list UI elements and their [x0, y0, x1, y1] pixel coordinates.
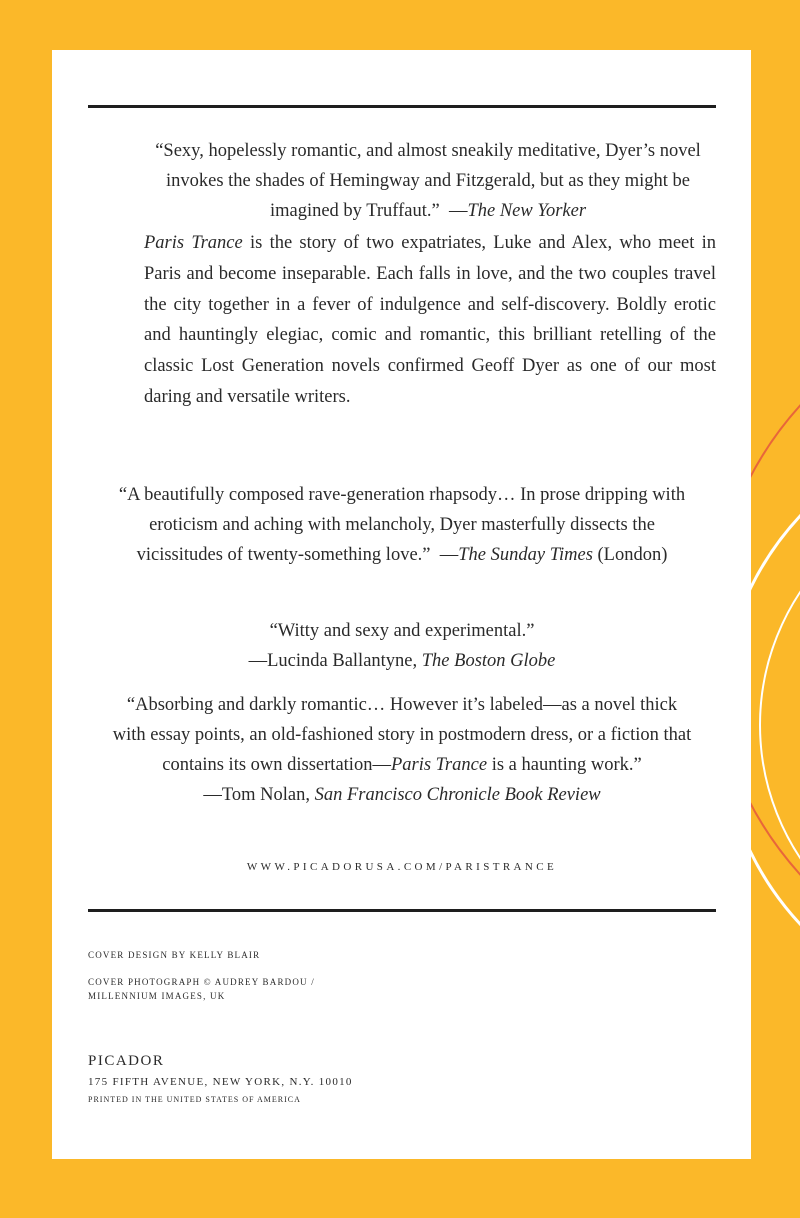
top-rule	[88, 105, 716, 108]
lead-quote-text: “Sexy, hopelessly romantic, and almost sneakily meditative, Dyer’s novel invokes the shades of Hemingway and Fitzgerald, but as they might be imagined by Truffaut.”	[155, 141, 701, 221]
quote-source: The Sunday Times	[458, 545, 593, 565]
cover-photo-credit	[88, 975, 315, 1003]
website-url: WWW.PICADORUSA.COM/PARISTRANCE	[246, 861, 558, 873]
quote-author: —Lucinda Ballantyne,	[248, 651, 418, 671]
photo-credit-line2: MILLENNIUM IMAGES, UK	[88, 991, 226, 1001]
quote-source: The Boston Globe	[421, 651, 556, 671]
bottom-rule	[88, 909, 716, 912]
quote-text: “A beautifully composed rave-generation rhapsody… In prose dripping with eroticism and aching with melancholy, Dyer masterfully dissects the vicissitudes of twenty-something love.”	[118, 485, 686, 565]
quote-sunday-times: “A beautifully composed rave-generation rhapsody… In prose dripping with eroticism and aching with melancholy, Dyer masterfully dissects the vicissitudes of twenty-something love.” —The Sunday Times (London)	[118, 485, 686, 565]
back-cover-panel	[52, 50, 751, 1159]
description-text: is the story of two expatriates, Luke and Alex, who meet in Paris and become inseparable. Each falls in love, and the two couples travel the city together in a fever of indulgence and self-discovery. Boldly erotic and hauntingly elegiac, comic and romantic, this brilliant retelling of the classic Lost Generation novels confirmed Geoff Dyer as one of our most daring and versatile writers.	[144, 233, 717, 407]
cover-design-credit: COVER DESIGN BY KELLY BLAIR	[88, 950, 261, 960]
printed-in: PRINTED IN THE UNITED STATES OF AMERICA	[88, 1095, 301, 1104]
quote-text-before: “Absorbing and darkly romantic… However it’s labeled—as a novel thick with essay points, an old-fashioned story in postmodern dress, or a fiction that contains its own dissertation—	[112, 695, 692, 775]
quote-author: —Tom Nolan,	[203, 785, 310, 805]
quote-text-after: is a haunting work.”	[491, 755, 642, 775]
quote-book-title: Paris Trance	[390, 755, 488, 775]
lead-quote: “Sexy, hopelessly romantic, and almost sneakily meditative, Dyer’s novel invokes the shades of Hemingway and Fitzgerald, but as they might be imagined by Truffaut.” —The New Yorker	[155, 141, 701, 221]
publisher-name: PICADOR	[88, 1053, 165, 1069]
publisher-address: 175 FIFTH AVENUE, NEW YORK, N.Y. 10010	[88, 1076, 353, 1088]
quote-source-suffix: (London)	[597, 545, 668, 565]
quote-boston-globe	[112, 616, 692, 676]
quote-attribution	[112, 646, 692, 676]
arc-white-inner	[760, 485, 800, 965]
quote-text: “Witty and sexy and experimental.”	[269, 621, 535, 641]
photo-credit-line1: COVER PHOTOGRAPH © AUDREY BARDOU /	[88, 977, 315, 987]
lead-quote-source: The New Yorker	[467, 201, 587, 221]
book-title: Paris Trance	[144, 233, 243, 253]
book-description	[144, 228, 716, 413]
quote-source: San Francisco Chronicle Book Review	[314, 785, 601, 805]
quote-sf-chronicle	[112, 690, 692, 810]
